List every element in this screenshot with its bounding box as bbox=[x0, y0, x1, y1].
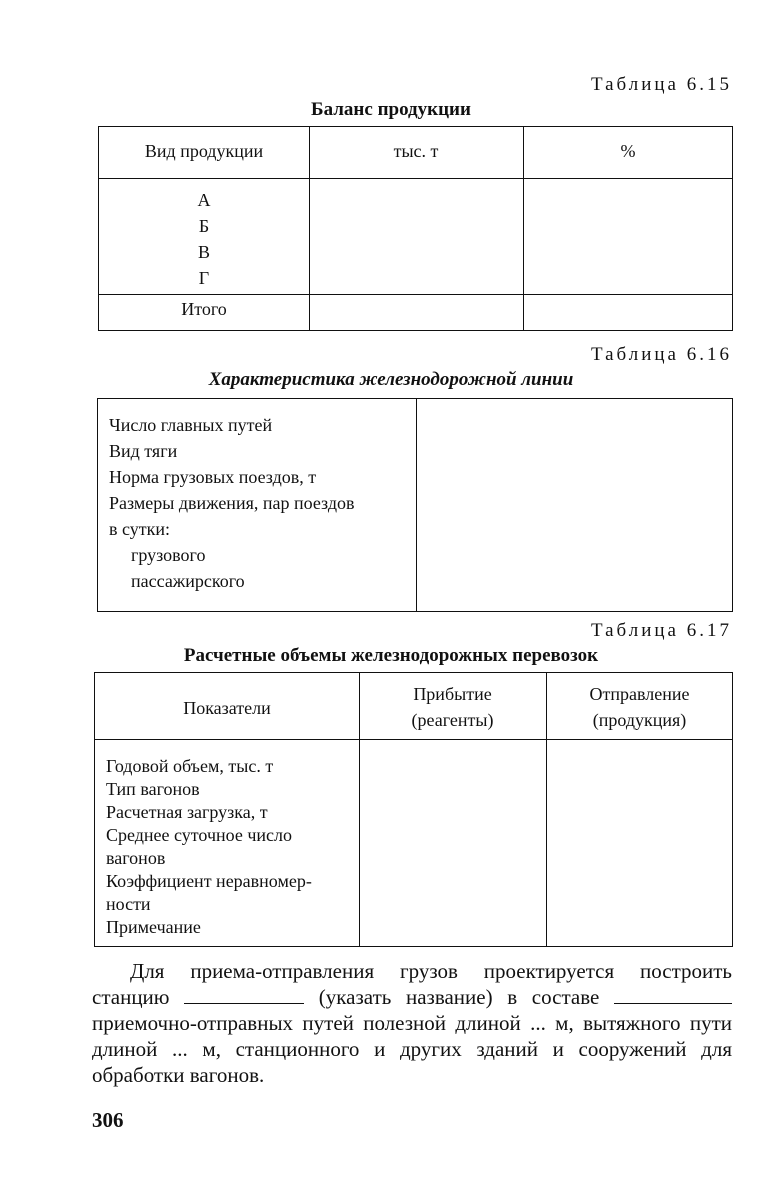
list-item: Вид тяги bbox=[109, 441, 178, 461]
product-row: А bbox=[197, 190, 211, 210]
header-percent: % bbox=[620, 141, 636, 161]
header-departure bbox=[546, 681, 733, 733]
railway-characteristics-list bbox=[109, 412, 354, 594]
page-number: 306 bbox=[92, 1108, 124, 1132]
header-departure-line2: (продукция) bbox=[592, 710, 687, 730]
product-list bbox=[99, 187, 309, 291]
list-item: пассажирского bbox=[131, 571, 245, 591]
list-item: Примечание bbox=[106, 917, 201, 937]
list-item: ности bbox=[106, 894, 151, 914]
product-row: Г bbox=[198, 268, 210, 288]
list-item: в сутки: bbox=[109, 519, 170, 539]
header-product-type: Вид продукции bbox=[144, 141, 264, 161]
list-item: Число главных путей bbox=[109, 415, 273, 435]
table-caption-6-15: Таблица 6.15 bbox=[590, 74, 732, 95]
header-arrival-line1: Прибытие bbox=[413, 684, 492, 704]
paragraph-part1: Для приема-отправления грузов проектируется построить станцию bbox=[92, 959, 732, 1009]
list-item: грузового bbox=[131, 545, 206, 565]
header-departure-line1: Отправление bbox=[589, 684, 690, 704]
table-title-balance: Баланс продукции bbox=[311, 99, 471, 120]
table-balance bbox=[98, 126, 733, 331]
table-title-volumes: Расчетные объемы железнодорожных перевозок bbox=[183, 645, 599, 666]
list-item: Размеры движения, пар поездов bbox=[109, 493, 355, 513]
header-arrival bbox=[359, 681, 546, 733]
list-item: Годовой объем, тыс. т bbox=[106, 756, 274, 776]
body-paragraph bbox=[92, 958, 732, 1088]
table-volumes bbox=[94, 672, 733, 947]
header-indicators: Показатели bbox=[183, 698, 271, 718]
total-row-label: Итого bbox=[181, 299, 227, 319]
header-thousand-tons: тыс. т bbox=[393, 141, 439, 161]
paragraph-part3: приемочно-отправных путей полезной длиной ... м, вытяжного пути длиной ... м, станционного и других зданий и сооружений для обработки вагонов. bbox=[92, 1011, 732, 1087]
blank-composition bbox=[614, 985, 732, 1004]
indicators-list bbox=[106, 755, 312, 939]
table-caption-6-17: Таблица 6.17 bbox=[590, 620, 732, 641]
list-item: Норма грузовых поездов, т bbox=[109, 467, 317, 487]
list-item: Расчетная загрузка, т bbox=[106, 802, 268, 822]
list-item: Тип вагонов bbox=[106, 779, 200, 799]
table-caption-6-16: Таблица 6.16 bbox=[590, 344, 732, 365]
table-railway-line bbox=[97, 398, 733, 612]
paragraph-part2: (указать название) в составе bbox=[318, 985, 600, 1009]
header-arrival-line2: (реагенты) bbox=[411, 710, 494, 730]
list-item: Коэффициент неравномер- bbox=[106, 871, 312, 891]
list-item: Среднее суточное число bbox=[106, 825, 292, 845]
product-row: В bbox=[197, 242, 210, 262]
product-row: Б bbox=[198, 216, 210, 236]
table-title-railway-line: Характеристика железнодорожной линии bbox=[208, 369, 574, 390]
list-item: вагонов bbox=[106, 848, 166, 868]
blank-station-name bbox=[184, 985, 304, 1004]
